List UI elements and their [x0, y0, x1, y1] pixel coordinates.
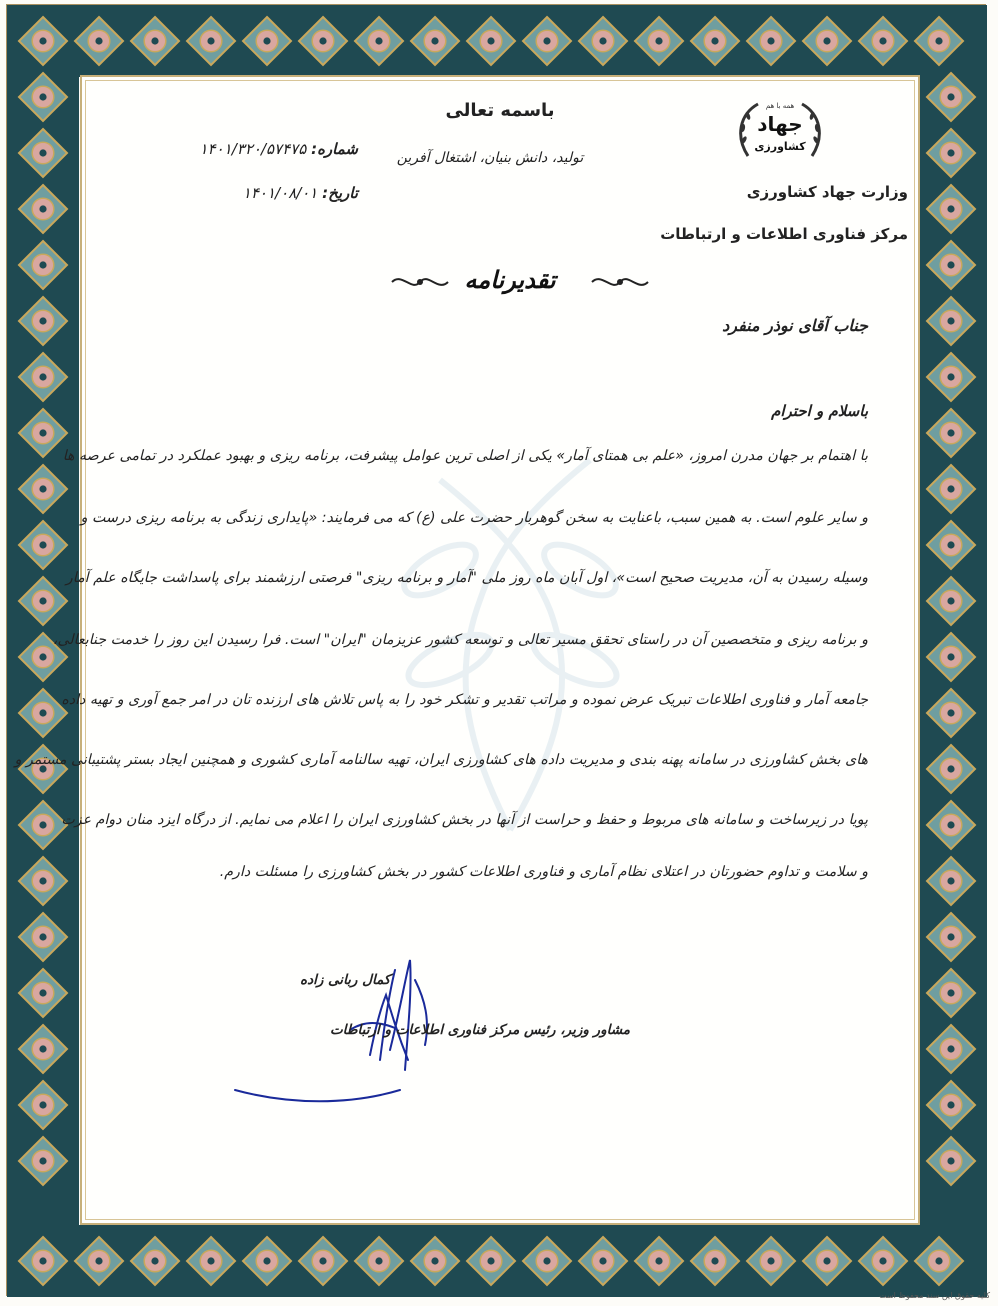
body-line: با اهتمام بر جهان مدرن امروز، «علم بی همتای آمار» یکی از اصلی ترین عوامل پیشرفت، برنامه ریزی و بهبود عملکرد در تمامی عرصه ها: [62, 448, 868, 464]
footer-note: کلیه حقوق این سند محفوظ است: [879, 1291, 990, 1300]
date-value: ۱۴۰۱/۰۸/۰۱: [242, 184, 318, 202]
jahad-keshavarzi-logo: [730, 96, 830, 176]
logo-main-text: جهاد: [757, 112, 803, 136]
number-value: ۱۴۰۱/۳۲۰/۵۷۴۷۵: [199, 140, 307, 158]
certificate-title: تقدیرنامه: [464, 266, 556, 294]
signer-title: مشاور وزیر، رئیس مرکز فناوری اطلاعات و ارتباطات: [329, 1022, 630, 1038]
date-label: تاریخ:: [322, 184, 358, 202]
slogan: تولید، دانش بنیان، اشتغال آفرین: [396, 150, 584, 166]
body-line: های بخش کشاورزی در سامانه پهنه بندی و مدیریت داده های کشاورزی ایران، تهیه سالنامه آماری کشوری و همچنین ایجاد بستر پشتیبانی مستمر و: [14, 752, 868, 768]
signer-name: کمال ربانی زاده: [300, 972, 391, 988]
title-block: [390, 262, 650, 302]
recipient: جناب آقای نوذر منفرد: [722, 316, 868, 335]
body-line: وسیله رسیدن به آن، مدیریت صحیح است»، اول آبان ماه روز ملی "آمار و برنامه ریزی" فرصتی ارزشمند برای پاسداشت جایگاه علم آمار: [65, 570, 868, 586]
letter-number: [200, 140, 359, 158]
logo-sub-text: کشاورزی: [754, 140, 806, 153]
body-line: پویا در زیرساخت و سامانه های مربوط و حفظ و حراست از آنها در بخش کشاورزی ایران را اعلام می نمایم. از درگاه ایزد منان دوام عزت: [61, 812, 868, 828]
body-line: جامعه آمار و فناوری اطلاعات تبریک عرض نموده و مراتب تقدیر و تشکر خود را به پاس تلاش های ارزنده تان در امر جمع آوری و تهیه داده: [61, 692, 868, 708]
letter-date: [243, 184, 358, 202]
logo-top-text: همه با هم: [765, 102, 795, 110]
bismillah-heading: باسمه تعالی: [445, 100, 555, 121]
right-ornament-icon: [590, 270, 650, 294]
number-label: شماره:: [311, 140, 358, 158]
body-line: و سایر علوم است. به همین سبب، باعنایت به سخن گوهربار حضرت علی (ع) که می فرمایند: «پایداری زندگی به برنامه ریزی درست و: [80, 510, 868, 526]
ministry-name: وزارت جهاد کشاورزی: [746, 183, 908, 201]
left-ornament-icon: [390, 270, 450, 294]
center-name: مرکز فناوری اطلاعات و ارتباطات: [660, 225, 908, 243]
body-line: و سلامت و تداوم حضورتان در اعتلای نظام آماری و فناوری اطلاعات کشور در بخش کشاورزی را مسئلت دارم.: [219, 864, 868, 880]
salutation: باسلام و احترام: [771, 402, 868, 420]
body-line: و برنامه ریزی و متخصصین آن در راستای تحقق مسیر تعالی و توسعه کشور عزیزمان "ایران" است. فرا رسیدن این روز را خدمت جنابعالی،: [52, 632, 868, 648]
